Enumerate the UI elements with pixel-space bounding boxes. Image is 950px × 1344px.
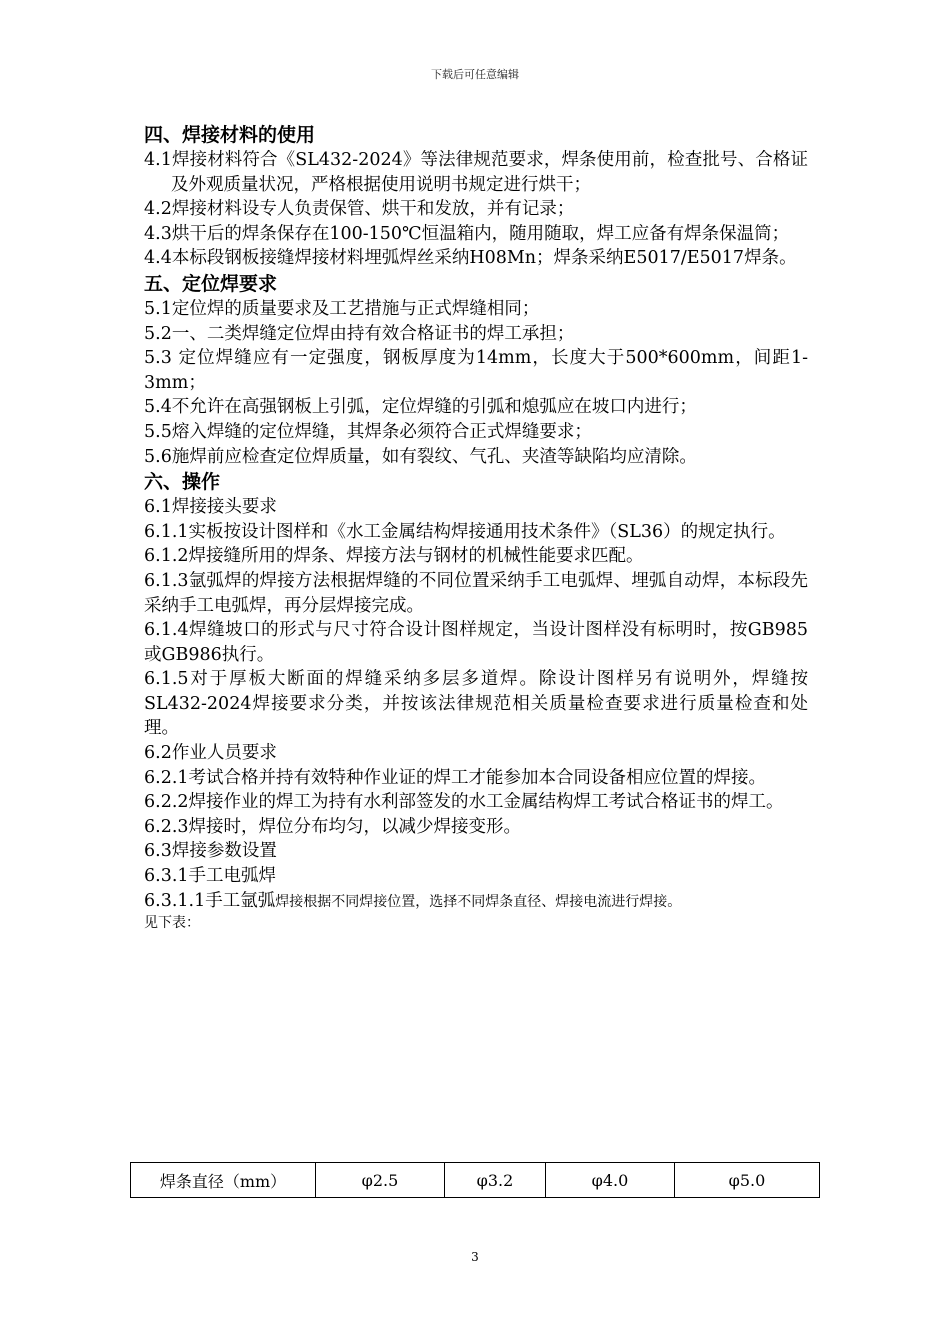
section-5-heading: 五、定位焊要求 [144, 272, 278, 295]
paragraph-6-3: 6.3焊接参数设置 [144, 841, 277, 862]
section-4-heading: 四、焊接材料的使用 [144, 124, 316, 146]
paragraph-5-3: 5.3 定位焊缝应有一定强度，钢板厚度为14mm，长度大于500*600mm，间距1-3mm； [144, 348, 808, 393]
paragraph-6-2-2: 6.2.2焊接作业的焊工为持有水利部签发的水工金属结构焊工考试合格证书的焊工。 [144, 792, 784, 813]
paragraph-6-1-2: 6.1.2焊接缝所用的焊条、焊接方法与钢材的机械性能要求匹配。 [144, 546, 644, 567]
paragraph-6-3-1-1 [144, 889, 808, 915]
table-row [131, 1163, 820, 1198]
paragraph-4-1: 4.1焊接材料符合《SL432-2024》等法律规范要求，焊条使用前，检查批号、合格证及外观质量状况，严格根据使用说明书规定进行烘干； [144, 150, 808, 195]
paragraph-6-1: 6.1焊接接头要求 [144, 497, 277, 518]
page-number: 3 [471, 1250, 479, 1264]
paragraph-6-3-1: 6.3.1手工电弧焊 [144, 866, 277, 887]
paragraph-6-3-1-1-rest: 焊接根据不同焊接位置，选择不同焊条直径、焊接电流进行焊接。 [275, 893, 682, 910]
paragraph-5-1: 5.1定位焊的质量要求及工艺措施与正式焊缝相同； [144, 298, 540, 319]
table-cell: φ2.5 [316, 1163, 445, 1198]
paragraph-4-2: 4.2焊接材料设专人负责保管、烘干和发放，并有记录； [144, 199, 575, 220]
page-header: 下载后可任意编辑 [431, 68, 519, 81]
paragraph-5-4: 5.4不允许在高强钢板上引弧，定位焊缝的引弧和熄弧应在坡口内进行； [144, 397, 697, 418]
document-body [144, 122, 808, 932]
paragraph-5-6: 5.6施焊前应检查定位焊质量，如有裂纹、气孔、夹渣等缺陷均应清除。 [144, 446, 697, 467]
table-cell: φ5.0 [675, 1163, 820, 1198]
electrode-diameter-table [130, 1162, 820, 1198]
table-header-cell: 焊条直径（mm） [131, 1163, 316, 1198]
table-cell: φ3.2 [445, 1163, 546, 1198]
paragraph-6-3-1-1-lead: 6.3.1.1手工氩弧 [144, 890, 276, 911]
paragraph-5-2: 5.2一、二类焊缝定位焊由持有效合格证书的焊工承担； [144, 323, 575, 344]
section-6-heading: 六、操作 [144, 471, 221, 494]
paragraph-6-1-3: 6.1.3氩弧焊的焊接方法根据焊缝的不同位置采纳手工电弧焊、埋弧自动焊，本标段先采纳手工电弧焊，再分层焊接完成。 [144, 570, 808, 616]
paragraph-6-1-5: 6.1.5对于厚板大断面的焊缝采纳多层多道焊。除设计图样另有说明外，焊缝按SL432-2024焊接要求分类，并按该法律规范相关质量检查要求进行质量检查和处理。 [144, 669, 808, 739]
see-table-note: 见下表： [144, 915, 200, 932]
paragraph-4-4: 4.4本标段钢板接缝焊接材料埋弧焊丝采纳H08Mn；焊条采纳E5017/E5017焊条。 [144, 248, 797, 269]
paragraph-6-2-1: 6.2.1考试合格并持有效特种作业证的焊工才能参加本合同设备相应位置的焊接。 [144, 767, 767, 788]
paragraph-6-2: 6.2作业人员要求 [144, 743, 277, 764]
paragraph-6-2-3: 6.2.3焊接时，焊位分布均匀，以减少焊接变形。 [144, 816, 522, 837]
table-cell: φ4.0 [546, 1163, 675, 1198]
paragraph-4-3: 4.3烘干后的焊条保存在100-150℃恒温箱内，随用随取，焊工应备有焊条保温筒； [144, 223, 790, 244]
paragraph-6-1-4: 6.1.4焊缝坡口的形式与尺寸符合设计图样规定，当设计图样没有标明时，按GB985或GB986执行。 [144, 620, 808, 665]
paragraph-5-5: 5.5熔入焊缝的定位焊缝，其焊条必须符合正式焊缝要求； [144, 421, 592, 442]
paragraph-6-1-1: 6.1.1实板按设计图样和《水工金属结构焊接通用技术条件》（SL36）的规定执行。 [144, 521, 786, 542]
